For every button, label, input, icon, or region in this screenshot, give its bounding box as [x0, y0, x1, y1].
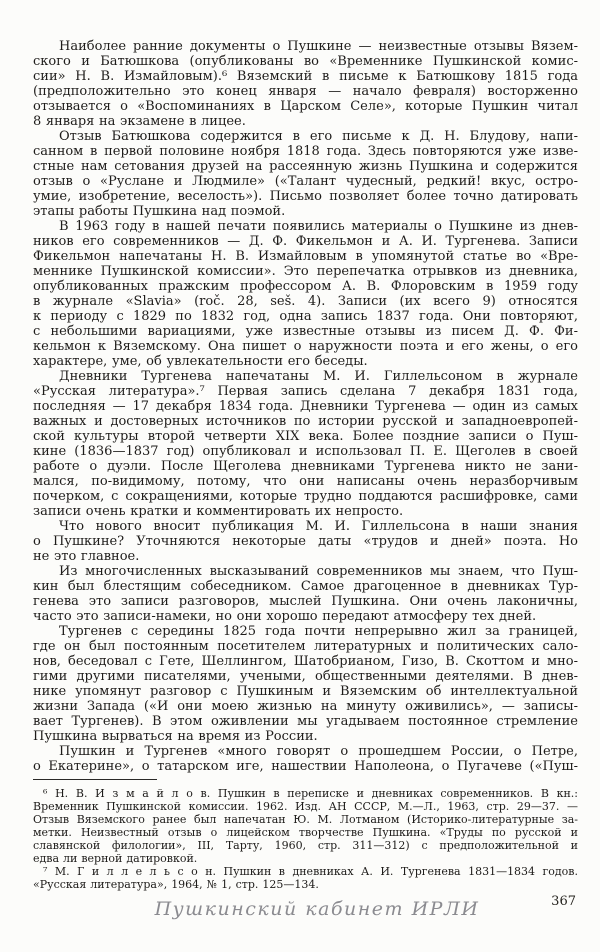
- text-line: опубликованных пражским профессором А. В. Флоровским в 1959 году: [33, 279, 578, 294]
- paragraph: [33, 39, 578, 129]
- text-line: кине (1836—1837 год) опубликовал и использовал П. Е. Щеголев в своей: [33, 444, 578, 459]
- paragraph: [33, 219, 578, 369]
- text-line: умие, изобретение, веселость»). Письмо позволяет более точно датировать: [33, 189, 578, 204]
- paragraph: [33, 519, 578, 564]
- text-line: сии» Н. В. Измайловым).⁶ Вяземский в письме к Батюшкову 1815 года: [33, 69, 578, 84]
- text-line: характере, уме, об увлекательности его беседы.: [33, 354, 368, 369]
- page-number: 367: [551, 894, 576, 909]
- paragraph: [33, 129, 578, 219]
- text-line: вает Тургенев). В этом оживлении мы угадываем постоянное стремление: [33, 714, 578, 729]
- text-line: кин был блестящим собеседником. Самое драгоценное в дневниках Тур-: [33, 579, 578, 594]
- text-line: стные нам сетования друзей на рассеянную жизнь Пушкина и содержится: [33, 159, 578, 174]
- footnote-line: славянской филологии», III, Тарту, 1960, стр. 311—312) с предположительной и: [33, 839, 578, 852]
- text-line: Из многочисленных высказываний современников мы знаем, что Пуш-: [59, 564, 578, 579]
- footnote-line: ⁶ Н. В. И з м а й л о в. Пушкин в переписке и дневниках современников. В кн.:: [43, 787, 578, 800]
- text-line: о Пушкине? Уточняются некоторые даты «трудов и дней» поэта. Но: [33, 534, 578, 549]
- text-line: с небольшими вариациями, уже известные отзывы из писем Д. Ф. Фи-: [33, 324, 578, 339]
- text-line: Пушкин и Тургенев «много говорят о прошедшем России, о Петре,: [59, 744, 578, 759]
- text-line: в журнале «Slavia» (roč. 28, seš. 4). Записи (их всего 9) относятся: [33, 294, 578, 309]
- text-line: жизни Запада («И они моею жизнью на минуту оживились», — записы-: [33, 699, 578, 714]
- text-line: генева это записи разговоров, мыслей Пушкина. Они очень лаконичны,: [33, 594, 578, 609]
- text-line: мался, по-видимому, потому, что они написаны очень неразборчивым: [33, 474, 578, 489]
- paragraph: [33, 564, 578, 624]
- text-line: Пушкина вырваться на время из России.: [33, 729, 318, 744]
- text-line: «Русская литература».⁷ Первая запись сделана 7 декабря 1831 года,: [33, 384, 578, 399]
- text-line: Тургенев с середины 1825 года почти непрерывно жил за границей,: [59, 624, 578, 639]
- body-text: [33, 39, 578, 774]
- text-line: кельмон к Вяземскому. Она пишет о наружности поэта и его жены, о его: [33, 339, 578, 354]
- text-line: отзыв о «Руслане и Людмиле» («Талант чудесный, редкий! вкус, остро-: [33, 174, 578, 189]
- text-line: (предположительно это конец января — начало февраля) восторженно: [33, 84, 578, 99]
- paragraph: [33, 624, 578, 744]
- text-line: к периоду с 1829 по 1832 год, одна запись 1837 года. Они повторяют,: [33, 309, 578, 324]
- text-line: гими другими писателями, учеными, общественными деятелями. В днев-: [33, 669, 578, 684]
- text-line: Дневники Тургенева напечатаны М. И. Гиллельсоном в журнале: [59, 369, 578, 384]
- footnote-line: «Русская литература», 1964, № 1, стр. 125—134.: [33, 878, 319, 891]
- text-line: отзывается о «Воспоминаниях в Царском Селе», которые Пушкин читал: [33, 99, 578, 114]
- text-line: Фикельмон напечатаны Н. В. Измайловым в упомянутой статье во «Вре-: [33, 249, 578, 264]
- text-line: санном в первой половине ноября 1818 года. Здесь повторяются уже изве-: [33, 144, 578, 159]
- text-line: меннике Пушкинской комиссии». Это перепечатка отрывков из дневника,: [33, 264, 578, 279]
- text-line: нов, беседовал с Гете, Шеллингом, Шатобрианом, Гизо, В. Скоттом и мно-: [33, 654, 578, 669]
- text-line: часто это записи-намеки, но они хорошо передают атмосферу тех дней.: [33, 609, 537, 624]
- text-line: этапы работы Пушкина над поэмой.: [33, 204, 286, 219]
- text-line: В 1963 году в нашей печати появились материалы о Пушкине из днев-: [59, 219, 578, 234]
- text-line: 8 января на экзамене в лицее.: [33, 114, 246, 129]
- text-line: ского и Батюшкова (опубликованы во «Временнике Пушкинской комис-: [33, 54, 578, 69]
- footnote-line: Временник Пушкинской комиссии. 1962. Изд. АН СССР, М.—Л., 1963, стр. 29—37. —: [33, 800, 578, 813]
- text-line: нике упомянут разговор с Пушкиным и Вяземским об интеллектуальной: [33, 684, 578, 699]
- text-line: не это главное.: [33, 549, 140, 564]
- footnote-line: ⁷ М. Г и л л е л ь с о н. Пушкин в дневниках А. И. Тургенева 1831—1834 годов.: [43, 865, 578, 878]
- footnote-line: метки. Неизвестный отзыв о лицейском творчестве Пушкина. «Труды по русской и: [33, 826, 578, 839]
- text-line: ников его современников — Д. Ф. Фикельмон и А. И. Тургенева. Записи: [33, 234, 578, 249]
- text-line: где он был постоянным посетителем литературных и политических сало-: [33, 639, 578, 654]
- text-line: Отзыв Батюшкова содержится в его письме к Д. Н. Блудову, напи-: [59, 129, 578, 144]
- footnotes: [33, 787, 578, 891]
- text-line: работе о дуэли. После Щеголева дневниками Тургенева никто не зани-: [33, 459, 578, 474]
- text-line: последняя — 17 декабря 1834 года. Дневники Тургенева — один из самых: [33, 399, 578, 414]
- text-line: записи очень кратки и комментировать их непросто.: [33, 504, 404, 519]
- footnote-line: Отзыв Вяземского ранее был напечатан Ю. М. Лотманом (Историко-литературные за-: [33, 813, 578, 826]
- footnote: [33, 865, 578, 891]
- text-line: ской культуры второй четверти XIX века. Более поздние записи о Пуш-: [33, 429, 578, 444]
- text-line: Наиболее ранние документы о Пушкине — неизвестные отзывы Вязем-: [59, 39, 578, 54]
- paragraph: [33, 369, 578, 519]
- text-line: Что нового вносит публикация М. И. Гиллельсона в наши знания: [59, 519, 578, 534]
- footnote: [33, 787, 578, 865]
- text-line: о Екатерине», о татарском иге, нашествии Наполеона, о Пугачеве («Пуш-: [33, 759, 578, 774]
- footnote-separator: [33, 779, 157, 780]
- text-line: почерком, с сокращениями, которые трудно поддаются расшифровке, сами: [33, 489, 578, 504]
- paragraph: [33, 744, 578, 774]
- library-watermark: Пушкинский кабинет ИРЛИ: [154, 898, 480, 920]
- footnote-line: едва ли верной датировкой.: [33, 852, 198, 865]
- text-line: важных и достоверных источников по истории русской и западноевропей-: [33, 414, 578, 429]
